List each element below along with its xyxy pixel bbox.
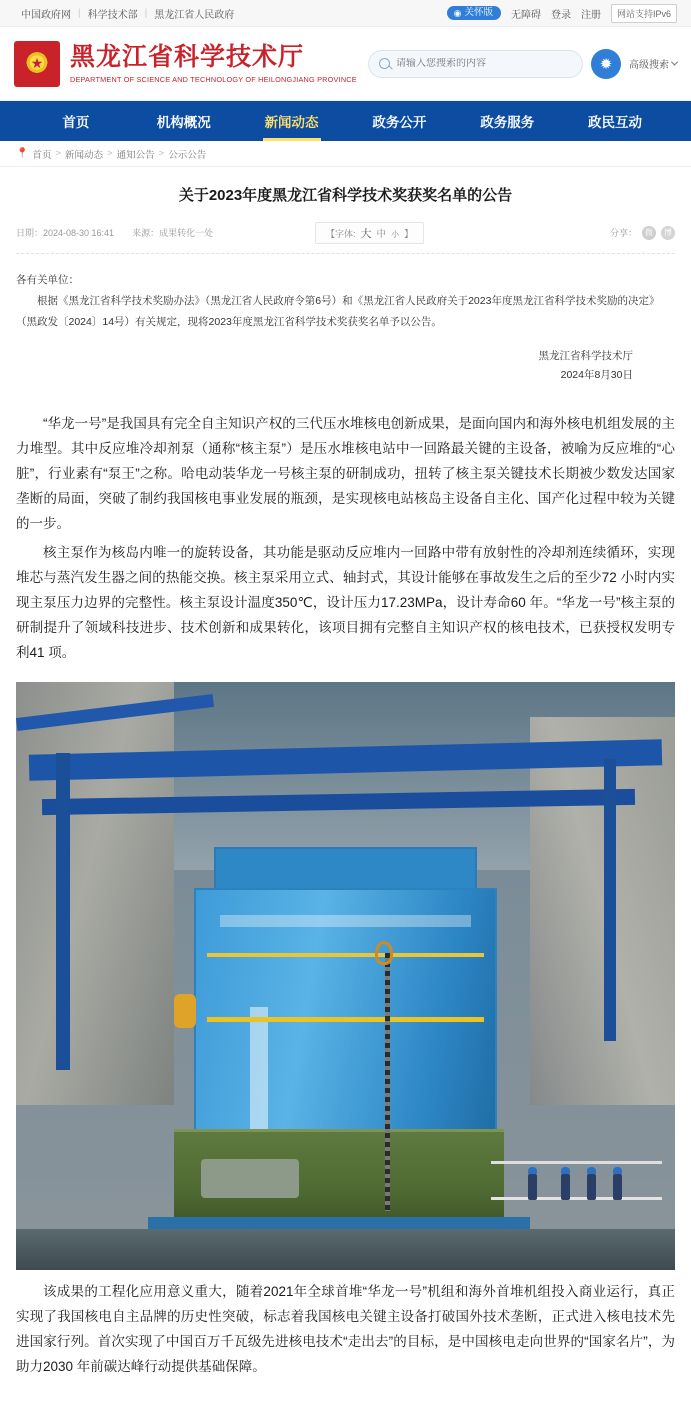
photo-worker xyxy=(561,1174,570,1200)
photo-worker xyxy=(528,1174,537,1200)
photo-foreground xyxy=(16,1229,675,1270)
notice-block xyxy=(16,270,675,333)
photo-wall-left xyxy=(16,682,174,1105)
site-identity[interactable] xyxy=(70,43,357,84)
site-header xyxy=(0,27,691,101)
article-paragraph-3: 该成果的工程化应用意义重大，随着2021年全球首堆“华龙一号”机组和海外首堆机组投入商业运行，真正实现了我国核电自主品牌的历史性突破，标志着我国核电关键主设备打破国外技术垄断，正式进入核电技术先进国家行列。首次实现了中国百万千瓦级先进核电技术“走出去”的目标，是中国核电走向世界的“国家名片”，为助力2030 年前碳达峰行动提供基础保障。 xyxy=(16,1284,675,1374)
nav-item-home[interactable]: 首页 xyxy=(62,115,90,130)
photo-rail xyxy=(491,1197,662,1200)
top-utility-bar xyxy=(0,0,691,27)
national-emblem-icon xyxy=(14,41,60,87)
notice-paragraph: 根据《黑龙江省科学技术奖励办法》（黑龙江省人民政府令第6号）和《黑龙江省人民政府关于2023年度黑龙江省科学技术奖励的决定》（黑政发〔2024〕14号）有关规定，现将2023年度黑龙江省科学技术奖获奖名单予以公告。 xyxy=(16,294,660,328)
article-source: 来源：成果转化一处 xyxy=(132,228,214,238)
breadcrumb-item-announcement[interactable]: 公示公告 xyxy=(168,149,207,161)
breadcrumb-separator: > xyxy=(55,148,62,159)
search-icon xyxy=(379,58,390,69)
font-size-large[interactable]: 大 xyxy=(360,227,372,240)
accessibility-mode-button[interactable] xyxy=(447,6,501,21)
notice-salutation: 各有关单位： xyxy=(16,273,79,286)
signature-block xyxy=(16,347,675,387)
photo-worker xyxy=(613,1174,622,1200)
nav-item-news[interactable]: 新闻动态 xyxy=(238,101,346,141)
font-size-label: 【字体: xyxy=(326,228,356,239)
article-date: 日期：2024-08-30 16:41 xyxy=(16,228,115,238)
photo-chain xyxy=(385,953,390,1212)
top-link-gov[interactable]: 中国政府网 xyxy=(21,9,71,21)
divider: | xyxy=(144,7,148,19)
site-title-english: DEPARTMENT OF SCIENCE AND TECHNOLOGY OF HEILONGJIANG PROVINCE xyxy=(70,74,357,84)
nav-item-about[interactable]: 机构概况 xyxy=(156,115,211,130)
nav-item-interaction[interactable]: 政民互动 xyxy=(588,115,643,130)
weibo-share-icon[interactable]: 博 xyxy=(661,226,675,240)
signature-date: 2024年8月30日 xyxy=(560,369,633,382)
top-utility-links xyxy=(14,6,241,21)
no-barrier-link[interactable]: 无障碍 xyxy=(510,9,541,21)
article-container xyxy=(0,167,691,1380)
breadcrumb-item-home[interactable]: 首页 xyxy=(32,149,52,161)
article-body xyxy=(16,254,675,1380)
photo-equipment-base xyxy=(174,1129,504,1229)
divider: | xyxy=(78,7,81,19)
accessibility-label: 关怀版 xyxy=(464,7,493,19)
search-input[interactable] xyxy=(396,58,572,69)
nav-item-disclosure[interactable]: 政务公开 xyxy=(372,115,427,130)
share-label: 分享： xyxy=(609,228,637,238)
top-link-most[interactable]: 科学技术部 xyxy=(87,9,138,21)
breadcrumb-separator: > xyxy=(107,148,113,159)
ipv6-badge: 网站支持IPv6 xyxy=(611,4,677,23)
page-title: 关于2023年度黑龙江省科学技术奖获奖名单的公告 xyxy=(178,187,513,204)
share-area xyxy=(610,226,675,240)
font-size-bracket: 】 xyxy=(404,228,414,239)
font-size-control[interactable] xyxy=(315,222,424,244)
photo-rail xyxy=(491,1161,662,1164)
article-paragraph-2: 核主泵作为核岛内唯一的旋转设备，其功能是驱动反应堆内一回路中带有放射性的冷却剂连续循环，实现堆芯与蒸汽发生器之间的热能交换。核主泵采用立式、轴封式，其设计能够在事故发生之后的至少72 小时内实现主泵压力边界的完整性。核主泵设计温度350℃，设计压力17.23MPa，设计寿命60 年。“华龙一号”核主泵的研制提升了领域科技进步、技术创新和成果转化，该项目拥有完整自主知识产权的核电技术，已获授权发明专利41 项。 xyxy=(16,545,675,661)
nav-item-services[interactable]: 政务服务 xyxy=(480,115,535,130)
register-link[interactable]: 注册 xyxy=(580,9,601,21)
page-bottom-spacer xyxy=(0,1384,691,1402)
photo-worker xyxy=(587,1174,596,1200)
photo-tape xyxy=(207,953,484,957)
font-size-medium[interactable]: 中 xyxy=(376,228,387,240)
article-meta xyxy=(16,222,675,254)
breadcrumb-item-notice[interactable]: 通知公告 xyxy=(116,149,155,161)
search-box[interactable] xyxy=(368,50,583,78)
photo-beam xyxy=(604,759,616,1041)
gear-icon[interactable]: ✹ xyxy=(591,49,621,79)
main-navigation xyxy=(0,101,691,141)
article-main-text xyxy=(16,412,675,666)
wechat-share-icon[interactable]: 微 xyxy=(642,226,656,240)
article-paragraph-1: “华龙一号”是我国具有完全自主知识产权的三代压水堆核电创新成果，是面向国内和海外核电机组发展的主力堆型。其中反应堆冷却剂泵（通称“核主泵”）是压水堆核电站中一回路最关键的主设备，被喻为反应堆的“心脏”，行业素有“泵王”之称。哈电动装华龙一号核主泵的研制成功，扭转了核主泵关键技术长期被少数发达国家垄断的局面，突破了制约我国核电事业发展的瓶颈，是实现核电站核岛主设备自主化、国产化过程中较为关键的一步。 xyxy=(16,416,675,532)
header-search-area xyxy=(368,49,677,79)
top-utility-actions xyxy=(447,4,677,23)
login-link[interactable]: 登录 xyxy=(550,9,571,21)
font-size-small[interactable]: 小 xyxy=(391,229,400,239)
article-photo xyxy=(16,682,675,1270)
photo-drum xyxy=(174,994,196,1028)
photo-beam xyxy=(56,753,70,1071)
site-title: 黑龙江省科学技术厅 xyxy=(70,42,305,72)
breadcrumb-item-news[interactable]: 新闻动态 xyxy=(65,149,104,161)
signature-org: 黑龙江省科学技术厅 xyxy=(538,349,633,362)
photo-wall-right xyxy=(530,717,675,1105)
article-photo-wrapper xyxy=(16,682,675,1270)
photo-tape xyxy=(207,1017,484,1022)
eye-icon: ◉ xyxy=(453,7,462,18)
article-main-text-after xyxy=(16,1280,675,1380)
chevron-down-icon xyxy=(671,59,678,66)
advanced-search-label: 高级搜索 xyxy=(629,60,669,71)
breadcrumb-separator: > xyxy=(158,148,165,159)
location-pin-icon: 📍 xyxy=(16,148,29,159)
top-link-province[interactable]: 黑龙江省人民政府 xyxy=(154,9,235,21)
breadcrumb xyxy=(0,141,691,167)
advanced-search-button[interactable] xyxy=(629,56,677,71)
photo-hook xyxy=(375,941,393,965)
